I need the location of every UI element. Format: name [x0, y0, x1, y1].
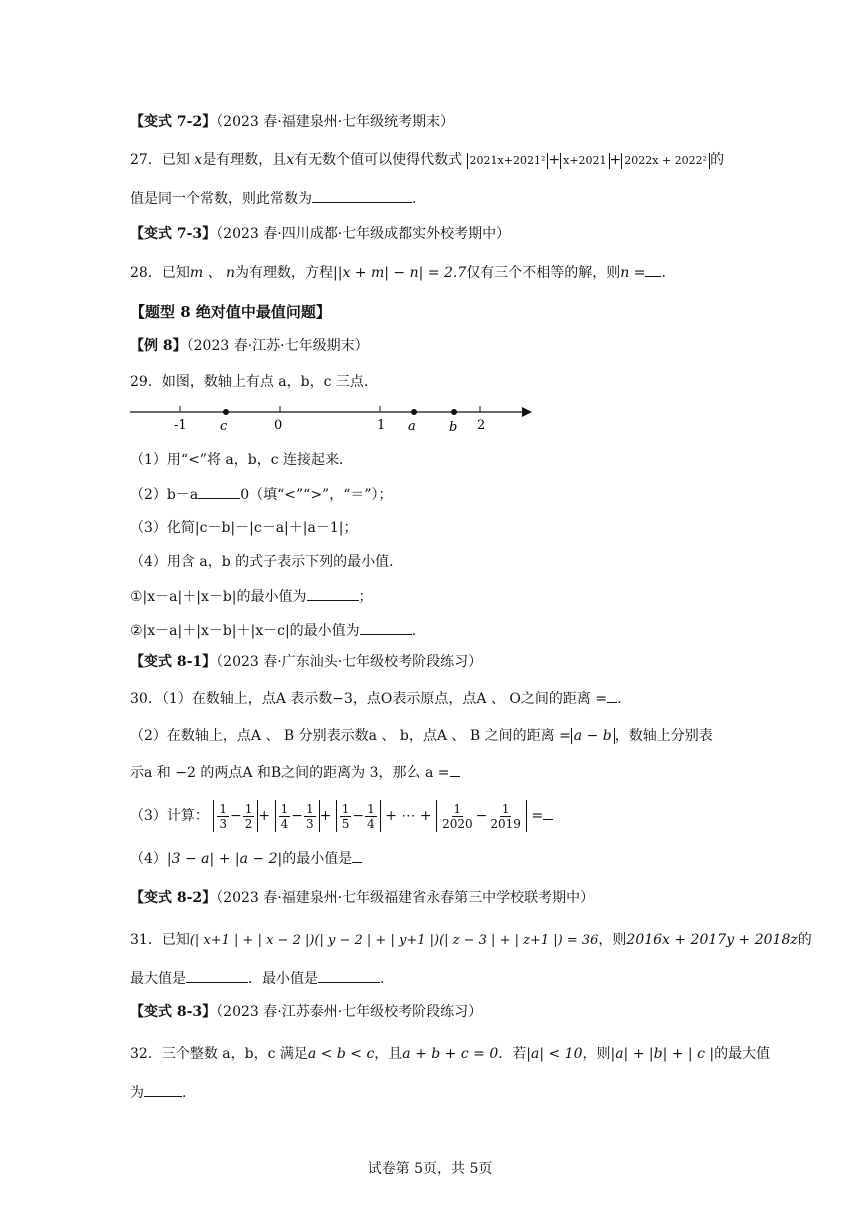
- q30-part4: [130, 848, 362, 869]
- expression: |3 − a| + |a − 2|: [166, 851, 283, 867]
- variant-8-3-header: [130, 1002, 482, 1022]
- question-number: 28．已知: [130, 265, 190, 281]
- text: 30．（1）在数轴上，点A 表示数−3，点O表示原点，点A 、 O之间的距离 =: [130, 691, 608, 707]
- answer-blank[interactable]: [607, 688, 617, 703]
- text: ；: [358, 589, 373, 605]
- point-label-c: c: [220, 419, 228, 434]
- fraction: $\frac{1}{4}$: [280, 801, 289, 831]
- text: （3）计算：: [130, 808, 209, 824]
- variant-tag: 【变式 7-3】: [130, 226, 217, 242]
- text: ，则: [582, 1046, 611, 1062]
- answer-blank[interactable]: [312, 188, 412, 203]
- abs-fraction-diff-last: $\frac{1}{2020}$ − $\frac{1}{2019}$: [436, 800, 527, 832]
- question-32-line1: [130, 1044, 770, 1064]
- point-c: [223, 409, 229, 415]
- q29-part2: [130, 484, 393, 505]
- ellipsis: + ⋯ +: [385, 808, 432, 824]
- text: 为: [130, 1085, 144, 1101]
- tick-label-1: 1: [377, 418, 386, 433]
- page-footer: 试卷第 5页，共 5页: [367, 1161, 493, 1177]
- question-31-line2: [130, 968, 384, 989]
- q29-part3: （3）化简|c－b|－|c－a|＋|a－1|；: [130, 520, 358, 536]
- text: 的: [710, 152, 725, 168]
- answer-blank[interactable]: [450, 762, 460, 777]
- text: 的: [797, 932, 812, 948]
- text: 是有理数，且: [202, 152, 287, 168]
- variant-source: （2023 春·福建泉州·七年级福建省永春第三中学校联考期中）: [216, 890, 595, 906]
- q29-part1: （1）用“<”将 a，b，c 连接起来．: [130, 452, 354, 468]
- abs-fraction-diff-1: $\frac{1}{3}$ − $\frac{1}{2}$: [213, 800, 258, 832]
- text: ，且: [374, 1046, 403, 1062]
- fraction: $\frac{1}{3}$: [305, 801, 314, 831]
- text: ，则: [598, 932, 627, 948]
- q30-part2-line1: [130, 726, 713, 746]
- text: 的最小值是: [282, 851, 353, 867]
- variant-tag: 【变式 7-2】: [130, 114, 217, 130]
- text: （2）在数轴上，点A 、 B 分别表示数a 、 b，点A 、 B 之间的距离 =: [130, 728, 571, 744]
- text: ．最小值是: [248, 971, 318, 987]
- q29-part4: （4）用含 a，b 的式子表示下列的最小值．: [130, 554, 404, 570]
- variant-7-2-header: [130, 112, 454, 132]
- variant-tag: 【变式 8-2】: [130, 890, 217, 906]
- text: =: [531, 808, 544, 824]
- q30-part1: [130, 688, 622, 709]
- example-8-header: [130, 336, 369, 356]
- fraction: $\frac{1}{2020}$: [442, 801, 473, 831]
- section-title: 【题型 8 绝对值中最值问题】: [130, 303, 331, 321]
- text: 值是同一个常数，则此常数为: [130, 191, 312, 207]
- fraction: $\frac{1}{5}$: [341, 801, 350, 831]
- text: ，数轴上分别表: [614, 728, 713, 744]
- answer-blank-max[interactable]: [186, 968, 248, 983]
- point-b: [451, 409, 457, 415]
- n-equals: n =: [620, 265, 646, 281]
- variant-7-3-header: [130, 224, 510, 244]
- text: .: [380, 971, 385, 987]
- text: .: [411, 623, 417, 639]
- fraction: $\frac{1}{2019}$: [490, 801, 521, 831]
- plus: +: [609, 152, 622, 168]
- text: 示a 和 −2 的两点A 和B之间的距离为 3，那么 a =: [130, 765, 450, 781]
- abs-expr-3: 2022x + 2022²: [621, 153, 710, 169]
- answer-blank[interactable]: [645, 262, 661, 277]
- text: ①|x－a|＋|x－b|的最小值为: [130, 589, 307, 605]
- condition: |a| < 10: [526, 1046, 583, 1062]
- text: （4）: [130, 851, 167, 867]
- question-number: 27．已知: [130, 152, 190, 168]
- example-source: （2023 春·江苏·七年级期末）: [186, 338, 369, 354]
- tick-label-2: 2: [477, 418, 486, 433]
- abs-fraction-diff-2: $\frac{1}{4}$ − $\frac{1}{3}$: [275, 800, 320, 832]
- fraction: $\frac{1}{2}$: [244, 801, 253, 831]
- answer-blank-min[interactable]: [318, 968, 380, 983]
- number-line: [128, 402, 538, 438]
- expression: 2016x + 2017y + 2018z: [626, 932, 798, 948]
- q29-sub2: [130, 620, 416, 641]
- question-29-stem: 29．如图，数轴上有点 a，b，c 三点．: [130, 374, 378, 390]
- abs-expr-1: 2021x+2021²: [467, 153, 549, 169]
- text: .: [661, 265, 666, 281]
- text: .: [412, 191, 417, 207]
- text: ②|x－a|＋|x－b|＋|x－c|的最小值为: [130, 623, 360, 639]
- answer-blank[interactable]: [352, 848, 362, 863]
- inequality: a < b < c: [307, 1046, 375, 1062]
- answer-blank[interactable]: [198, 484, 240, 499]
- variant-source: （2023 春·江苏泰州·七年级校考阶段练习）: [216, 1004, 483, 1020]
- text: 为有理数，方程: [235, 265, 334, 281]
- q29-sub1: [130, 586, 373, 607]
- answer-blank[interactable]: [144, 1082, 182, 1097]
- axis-arrow: [522, 407, 532, 417]
- tick-label-minus-1: -1: [174, 418, 187, 433]
- abs-expr-2: x+2021: [560, 153, 609, 169]
- text: .: [182, 1085, 187, 1101]
- fraction: $\frac{1}{4}$: [367, 801, 375, 831]
- point-a: [411, 409, 417, 415]
- plus: +: [548, 152, 561, 168]
- q30-part3: （3）计算： $\frac{1}{3}$ − $\frac{1}{2}$ + $\frac{1}{4}$ − $\frac{1}{3}$ + $\frac{1}{5}$ − $\frac{1}{4}$ + ⋯ + $\frac{1}{2020}$ − $\frac{1}{2019}$ =: [130, 800, 553, 832]
- variant-source: （2023 春·四川成都·七年级成都实外校考期中）: [216, 226, 511, 242]
- vars-m-n: m 、 n: [189, 265, 236, 281]
- text: （2）b－a: [130, 487, 199, 503]
- fraction: $\frac{1}{3}$: [219, 801, 228, 831]
- var-x: x: [286, 152, 295, 168]
- equation: ||x + m| − n| = 2.7: [333, 265, 467, 281]
- text: 仅有三个不相等的解，则: [466, 265, 621, 281]
- answer-blank[interactable]: [307, 586, 359, 601]
- var-x: x: [194, 152, 203, 168]
- example-tag: 【例 8】: [130, 338, 187, 354]
- variant-source: （2023 春·广东汕头·七年级校考阶段练习）: [216, 654, 483, 670]
- text: ．若: [498, 1046, 527, 1062]
- question-27-line1: [130, 150, 724, 170]
- text: 32．三个整数 a，b，c 满足: [130, 1046, 308, 1062]
- variant-8-2-header: [130, 888, 594, 908]
- tick-label-0: 0: [274, 418, 283, 433]
- text: .: [617, 691, 622, 707]
- answer-blank[interactable]: [543, 805, 553, 820]
- question-27-line2: [130, 188, 416, 209]
- sum-equation: a + b + c = 0: [402, 1046, 499, 1062]
- abs-fraction-diff-3: $\frac{1}{5}$ − $\frac{1}{4}$: [336, 800, 381, 832]
- text: 的最大值: [714, 1046, 771, 1062]
- variant-tag: 【变式 8-3】: [130, 1004, 217, 1020]
- point-label-b: b: [449, 420, 458, 435]
- abs-a-minus-b: a − b: [571, 728, 615, 744]
- question-31-line1: [130, 930, 812, 951]
- answer-blank[interactable]: [360, 620, 412, 635]
- question-32-line2: [130, 1082, 186, 1103]
- text: 0（填“<”“>”，“＝”）；: [240, 487, 393, 503]
- equation: (| x+1 | + | x − 2 |)(| y − 2 | + | y+1 |)(| z − 3 | + | z+1 |) = 36: [189, 933, 599, 948]
- expression: |a| + |b| + | c |: [610, 1046, 715, 1062]
- text: 31．已知: [130, 932, 190, 948]
- text: 最大值是: [130, 971, 186, 987]
- variant-8-1-header: [130, 652, 482, 672]
- variant-tag: 【变式 8-1】: [130, 654, 217, 670]
- question-28: [130, 262, 666, 283]
- point-label-a: a: [408, 419, 416, 434]
- q30-part2-line2: [130, 762, 460, 783]
- variant-source: （2023 春·福建泉州·七年级统考期末）: [216, 114, 455, 130]
- text: 有无数个值可以使得代数式: [294, 152, 463, 168]
